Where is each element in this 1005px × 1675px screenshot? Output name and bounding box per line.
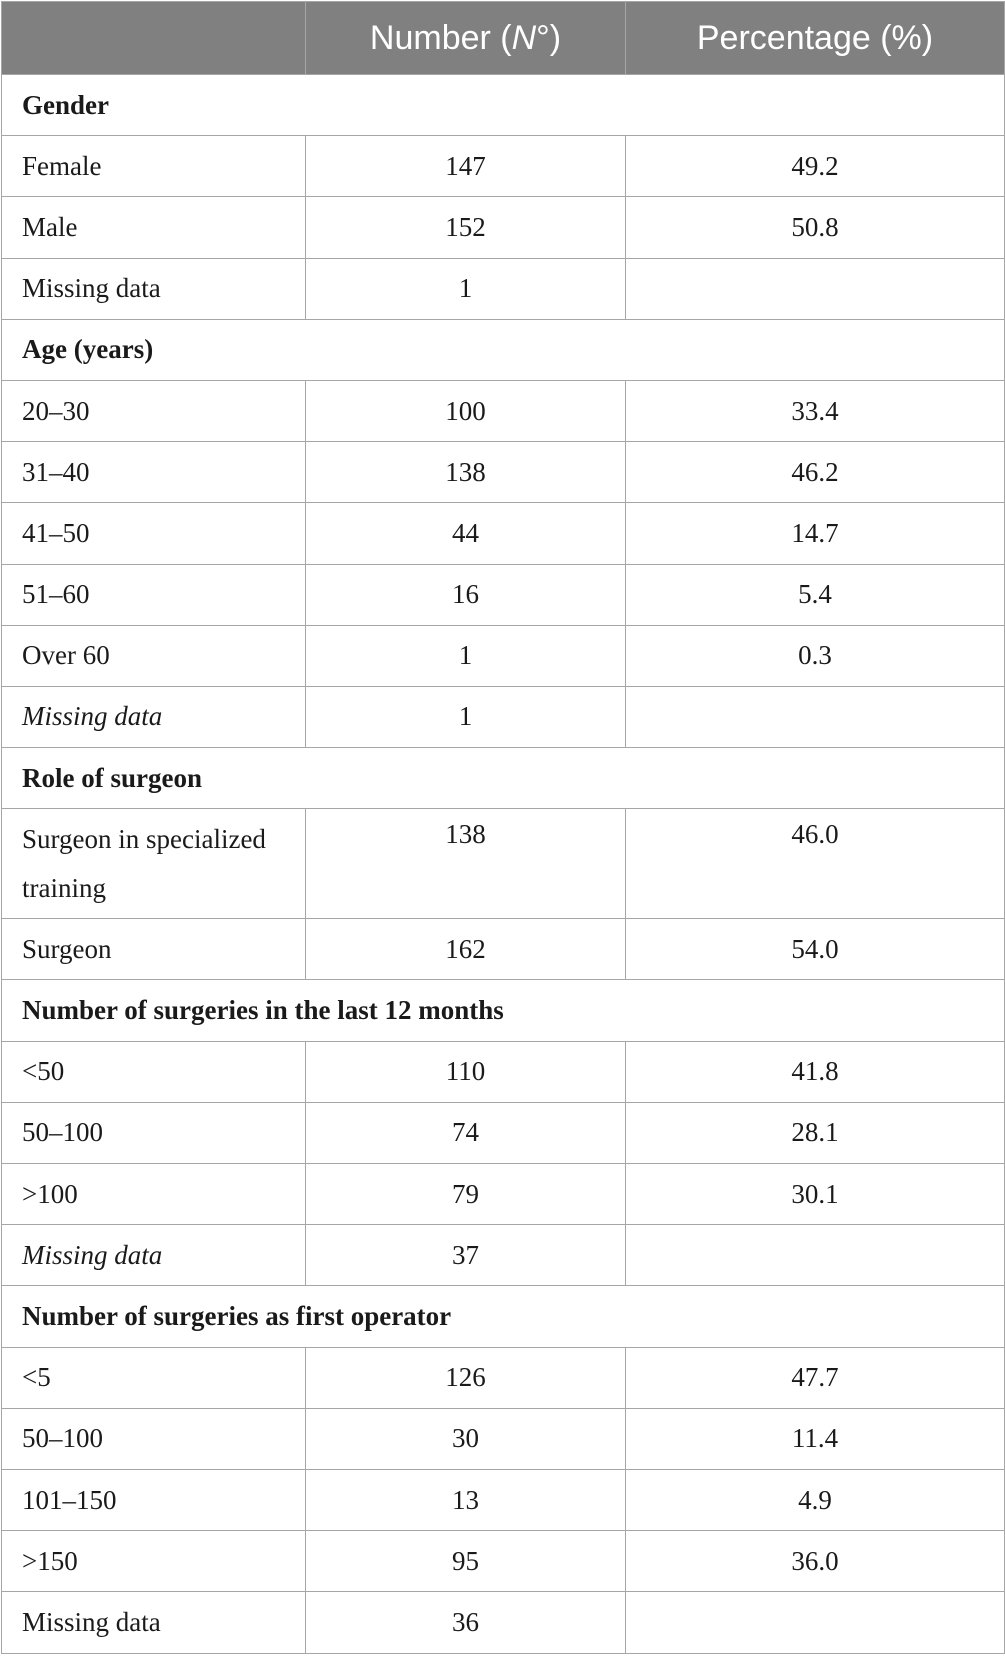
row-label: <50 xyxy=(2,1041,306,1102)
row-number: 1 xyxy=(306,625,626,686)
table-row xyxy=(2,197,1005,258)
row-number: 147 xyxy=(306,136,626,197)
table-row xyxy=(2,919,1005,980)
row-number: 95 xyxy=(306,1531,626,1592)
table-row xyxy=(2,564,1005,625)
section-title-surgeries-12m: Number of surgeries in the last 12 months xyxy=(2,980,1005,1041)
row-label: 51–60 xyxy=(2,564,306,625)
row-number: 126 xyxy=(306,1347,626,1408)
table-header xyxy=(2,2,1005,75)
section-title-age: Age (years) xyxy=(2,319,1005,380)
table-row xyxy=(2,503,1005,564)
table-row xyxy=(2,136,1005,197)
row-number: 30 xyxy=(306,1408,626,1469)
row-number: 13 xyxy=(306,1469,626,1530)
table-row xyxy=(2,809,1005,919)
demographics-table xyxy=(1,1,1005,1654)
row-number: 16 xyxy=(306,564,626,625)
row-label: Male xyxy=(2,197,306,258)
table-row xyxy=(2,1225,1005,1286)
row-percentage: 49.2 xyxy=(626,136,1005,197)
table-row xyxy=(2,1164,1005,1225)
row-percentage xyxy=(626,686,1005,747)
row-label: >100 xyxy=(2,1164,306,1225)
row-label: <5 xyxy=(2,1347,306,1408)
row-percentage: 47.7 xyxy=(626,1347,1005,1408)
row-percentage: 5.4 xyxy=(626,564,1005,625)
table-row xyxy=(2,442,1005,503)
section-title-first-operator: Number of surgeries as first operator xyxy=(2,1286,1005,1347)
row-percentage xyxy=(626,1225,1005,1286)
row-number: 1 xyxy=(306,258,626,319)
row-number: 37 xyxy=(306,1225,626,1286)
table-row xyxy=(2,1408,1005,1469)
row-label: Missing data xyxy=(2,1592,306,1653)
table-row xyxy=(2,686,1005,747)
row-label: 50–100 xyxy=(2,1102,306,1163)
row-number: 138 xyxy=(306,442,626,503)
row-percentage xyxy=(626,1592,1005,1653)
row-number: 36 xyxy=(306,1592,626,1653)
section-row xyxy=(2,748,1005,809)
row-label: Missing data xyxy=(2,686,306,747)
row-percentage: 50.8 xyxy=(626,197,1005,258)
row-label: 41–50 xyxy=(2,503,306,564)
row-label: Missing data xyxy=(2,1225,306,1286)
table-row xyxy=(2,380,1005,441)
section-row xyxy=(2,75,1005,136)
header-number xyxy=(306,2,626,75)
row-percentage: 28.1 xyxy=(626,1102,1005,1163)
row-number: 44 xyxy=(306,503,626,564)
row-percentage: 54.0 xyxy=(626,919,1005,980)
row-percentage: 11.4 xyxy=(626,1408,1005,1469)
row-label: Surgeon xyxy=(2,919,306,980)
header-number-italic: N xyxy=(511,18,537,57)
section-row xyxy=(2,980,1005,1041)
row-number: 152 xyxy=(306,197,626,258)
table-row xyxy=(2,1531,1005,1592)
table-row xyxy=(2,1469,1005,1530)
table-row xyxy=(2,1592,1005,1653)
row-percentage: 0.3 xyxy=(626,625,1005,686)
row-percentage: 41.8 xyxy=(626,1041,1005,1102)
row-percentage: 4.9 xyxy=(626,1469,1005,1530)
row-label xyxy=(2,809,306,919)
row-percentage: 30.1 xyxy=(626,1164,1005,1225)
row-label: Missing data xyxy=(2,258,306,319)
row-label-text: Surgeon in specialized training xyxy=(22,823,266,903)
row-percentage: 36.0 xyxy=(626,1531,1005,1592)
row-label: >150 xyxy=(2,1531,306,1592)
table-row xyxy=(2,258,1005,319)
row-number: 110 xyxy=(306,1041,626,1102)
row-label: 101–150 xyxy=(2,1469,306,1530)
section-title-role: Role of surgeon xyxy=(2,748,1005,809)
row-label: 20–30 xyxy=(2,380,306,441)
header-percentage: Percentage (%) xyxy=(626,2,1005,75)
header-number-prefix: Number ( xyxy=(369,18,512,57)
table-body xyxy=(2,75,1005,1654)
row-number: 79 xyxy=(306,1164,626,1225)
row-percentage: 46.0 xyxy=(626,809,1005,919)
row-percentage: 14.7 xyxy=(626,503,1005,564)
row-number: 100 xyxy=(306,380,626,441)
row-number: 138 xyxy=(306,809,626,919)
row-number: 1 xyxy=(306,686,626,747)
row-number: 74 xyxy=(306,1102,626,1163)
table-row xyxy=(2,1041,1005,1102)
section-row xyxy=(2,319,1005,380)
table-row xyxy=(2,1347,1005,1408)
row-label: 50–100 xyxy=(2,1408,306,1469)
section-title-gender: Gender xyxy=(2,75,1005,136)
table-row xyxy=(2,625,1005,686)
row-percentage: 46.2 xyxy=(626,442,1005,503)
row-label: Over 60 xyxy=(2,625,306,686)
header-blank-cell xyxy=(2,2,306,75)
row-percentage xyxy=(626,258,1005,319)
row-label: Female xyxy=(2,136,306,197)
section-row xyxy=(2,1286,1005,1347)
row-label: 31–40 xyxy=(2,442,306,503)
table-row xyxy=(2,1102,1005,1163)
row-number: 162 xyxy=(306,919,626,980)
row-percentage: 33.4 xyxy=(626,380,1005,441)
header-number-suffix: °) xyxy=(536,18,562,57)
